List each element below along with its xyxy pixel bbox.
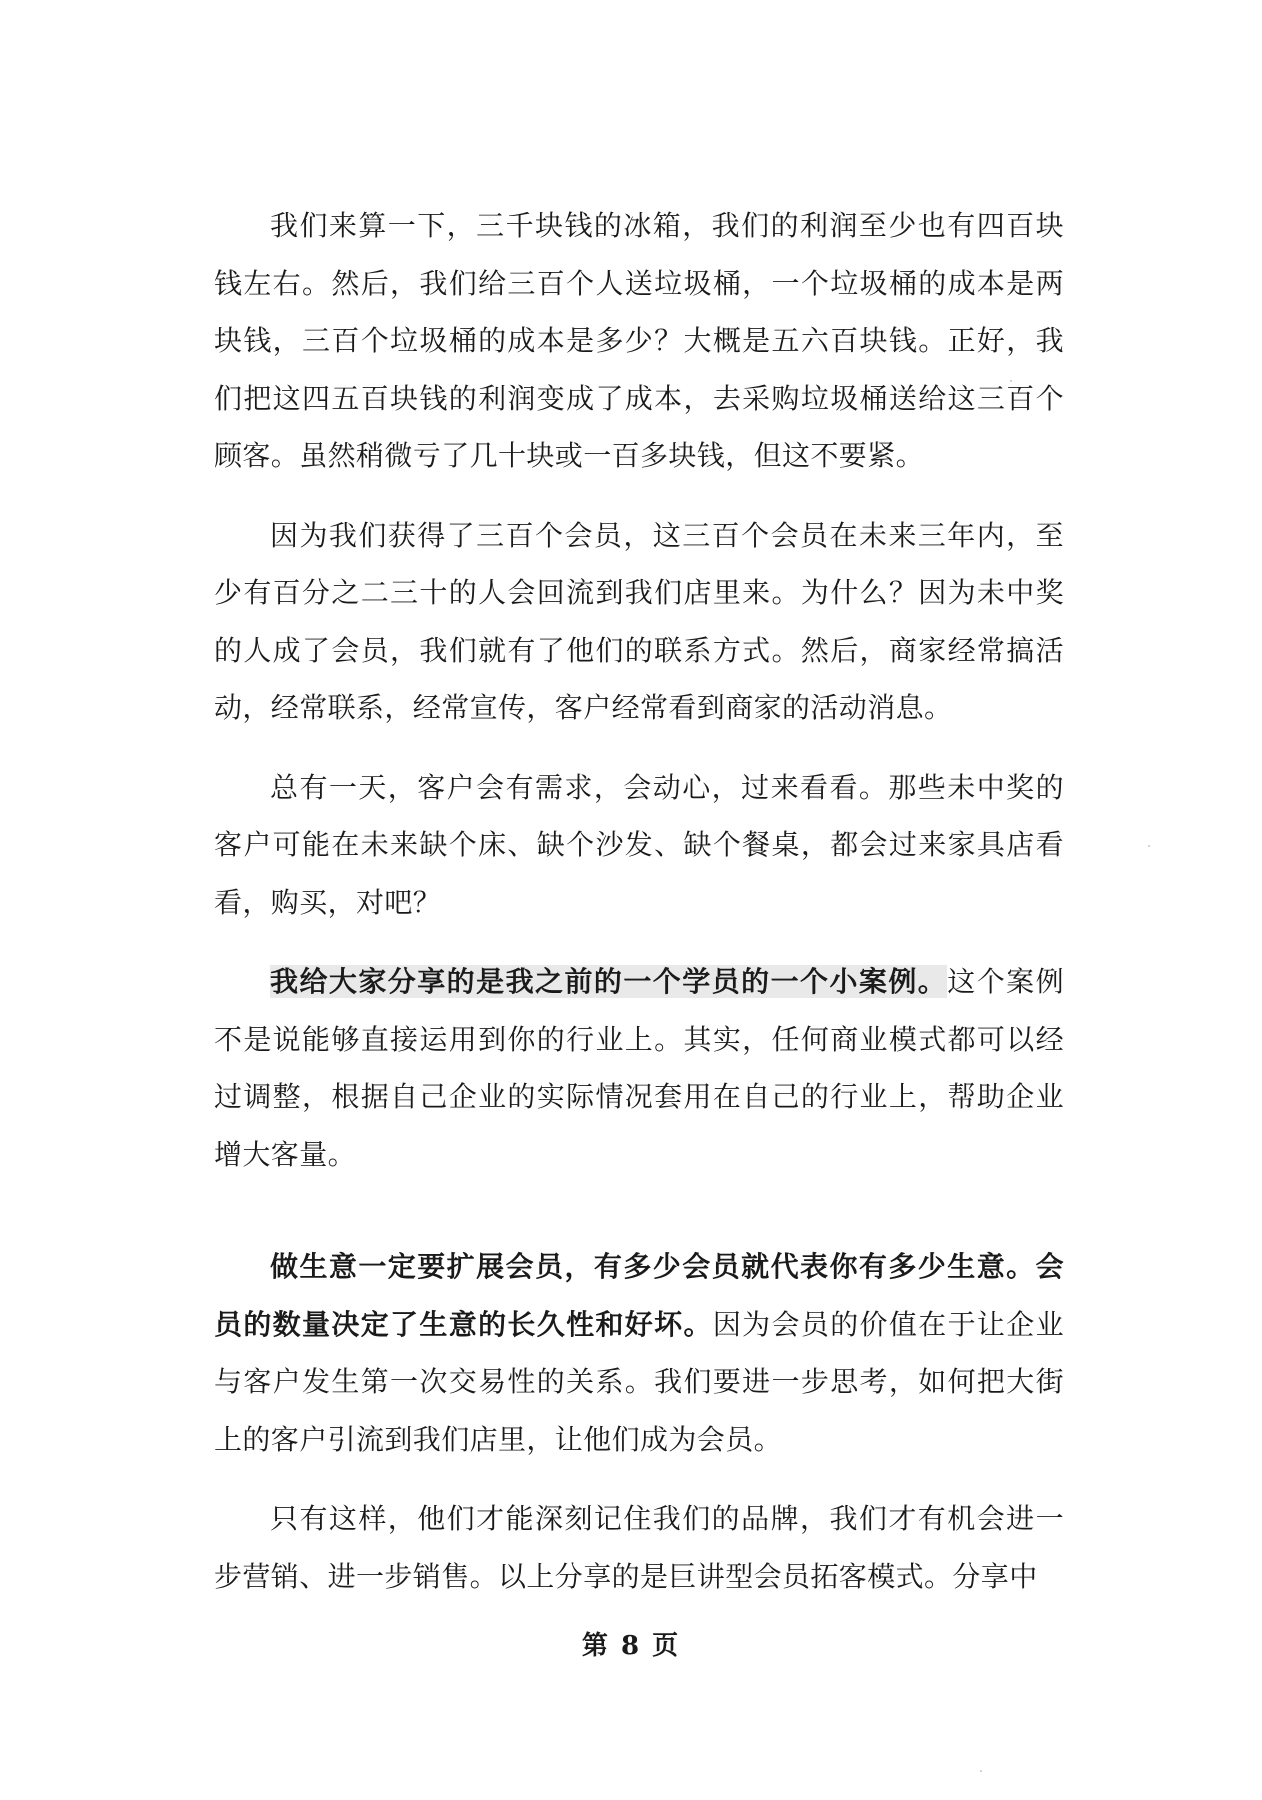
bold-sentence: 做生意一定要扩展会员，有多少会员就代表你有多少生意。会员的数量决定了生意的长久性和好坏。	[214, 1250, 1064, 1341]
paragraph-case-share	[214, 953, 1064, 1183]
paragraph-brand-memory: 只有这样，他们才能深刻记住我们的品牌，我们才有机会进一步营销、进一步销售。以上分享的是巨讲型会员拓客模式。分享中	[214, 1502, 1064, 1593]
scan-speck	[980, 1770, 982, 1772]
paragraph-customer-demand: 总有一天，客户会有需求，会动心，过来看看。那些未中奖的客户可能在未来缺个床、缺个沙发、缺个餐桌，都会过来家具店看看，购买，对吧？	[214, 770, 1064, 919]
paragraph-fridge-cost: 我们来算一下，三千块钱的冰箱，我们的利润至少也有四百块钱左右。然后，我们给三百个人送垃圾桶，一个垃圾桶的成本是两块钱，三百个垃圾桶的成本是多少？大概是五六百块钱。正好，我们把这四五百块钱的利润变成了成本，去采购垃圾桶送给这三百个顾客。虽然稍微亏了几十块或一百多块钱，但这不要紧。	[214, 209, 1064, 472]
text-block-bottom	[214, 1238, 1064, 1605]
paragraph-expand-members	[214, 1238, 1064, 1468]
scan-speck	[1010, 380, 1012, 382]
text-block-top	[214, 197, 1064, 1183]
scan-speck	[1148, 845, 1150, 847]
member-paragraph-rest: 因为会员的价值在于让企业与客户发生第一次交易性的关系。我们要进一步思考，如何把大街上的客户引流到我们店里，让他们成为会员。	[214, 1307, 1064, 1456]
page-number: 第 8 页	[581, 1631, 681, 1661]
paragraph-members-return: 因为我们获得了三百个会员，这三百个会员在未来三年内，至少有百分之二三十的人会回流到我们店里来。为什么？因为未中奖的人成了会员，我们就有了他们的联系方式。然后，商家经常搞活动，经常联系，经常宣传，客户经常看到商家的活动消息。	[214, 518, 1064, 724]
highlighted-sentence: 我给大家分享的是我之前的一个学员的一个小案例。	[270, 965, 948, 998]
case-paragraph-rest: 这个案例不是说能够直接运用到你的行业上。其实，任何商业模式都可以经过调整，根据自己企业的实际情况套用在自己的行业上，帮助企业增大客量。	[214, 965, 1065, 1171]
